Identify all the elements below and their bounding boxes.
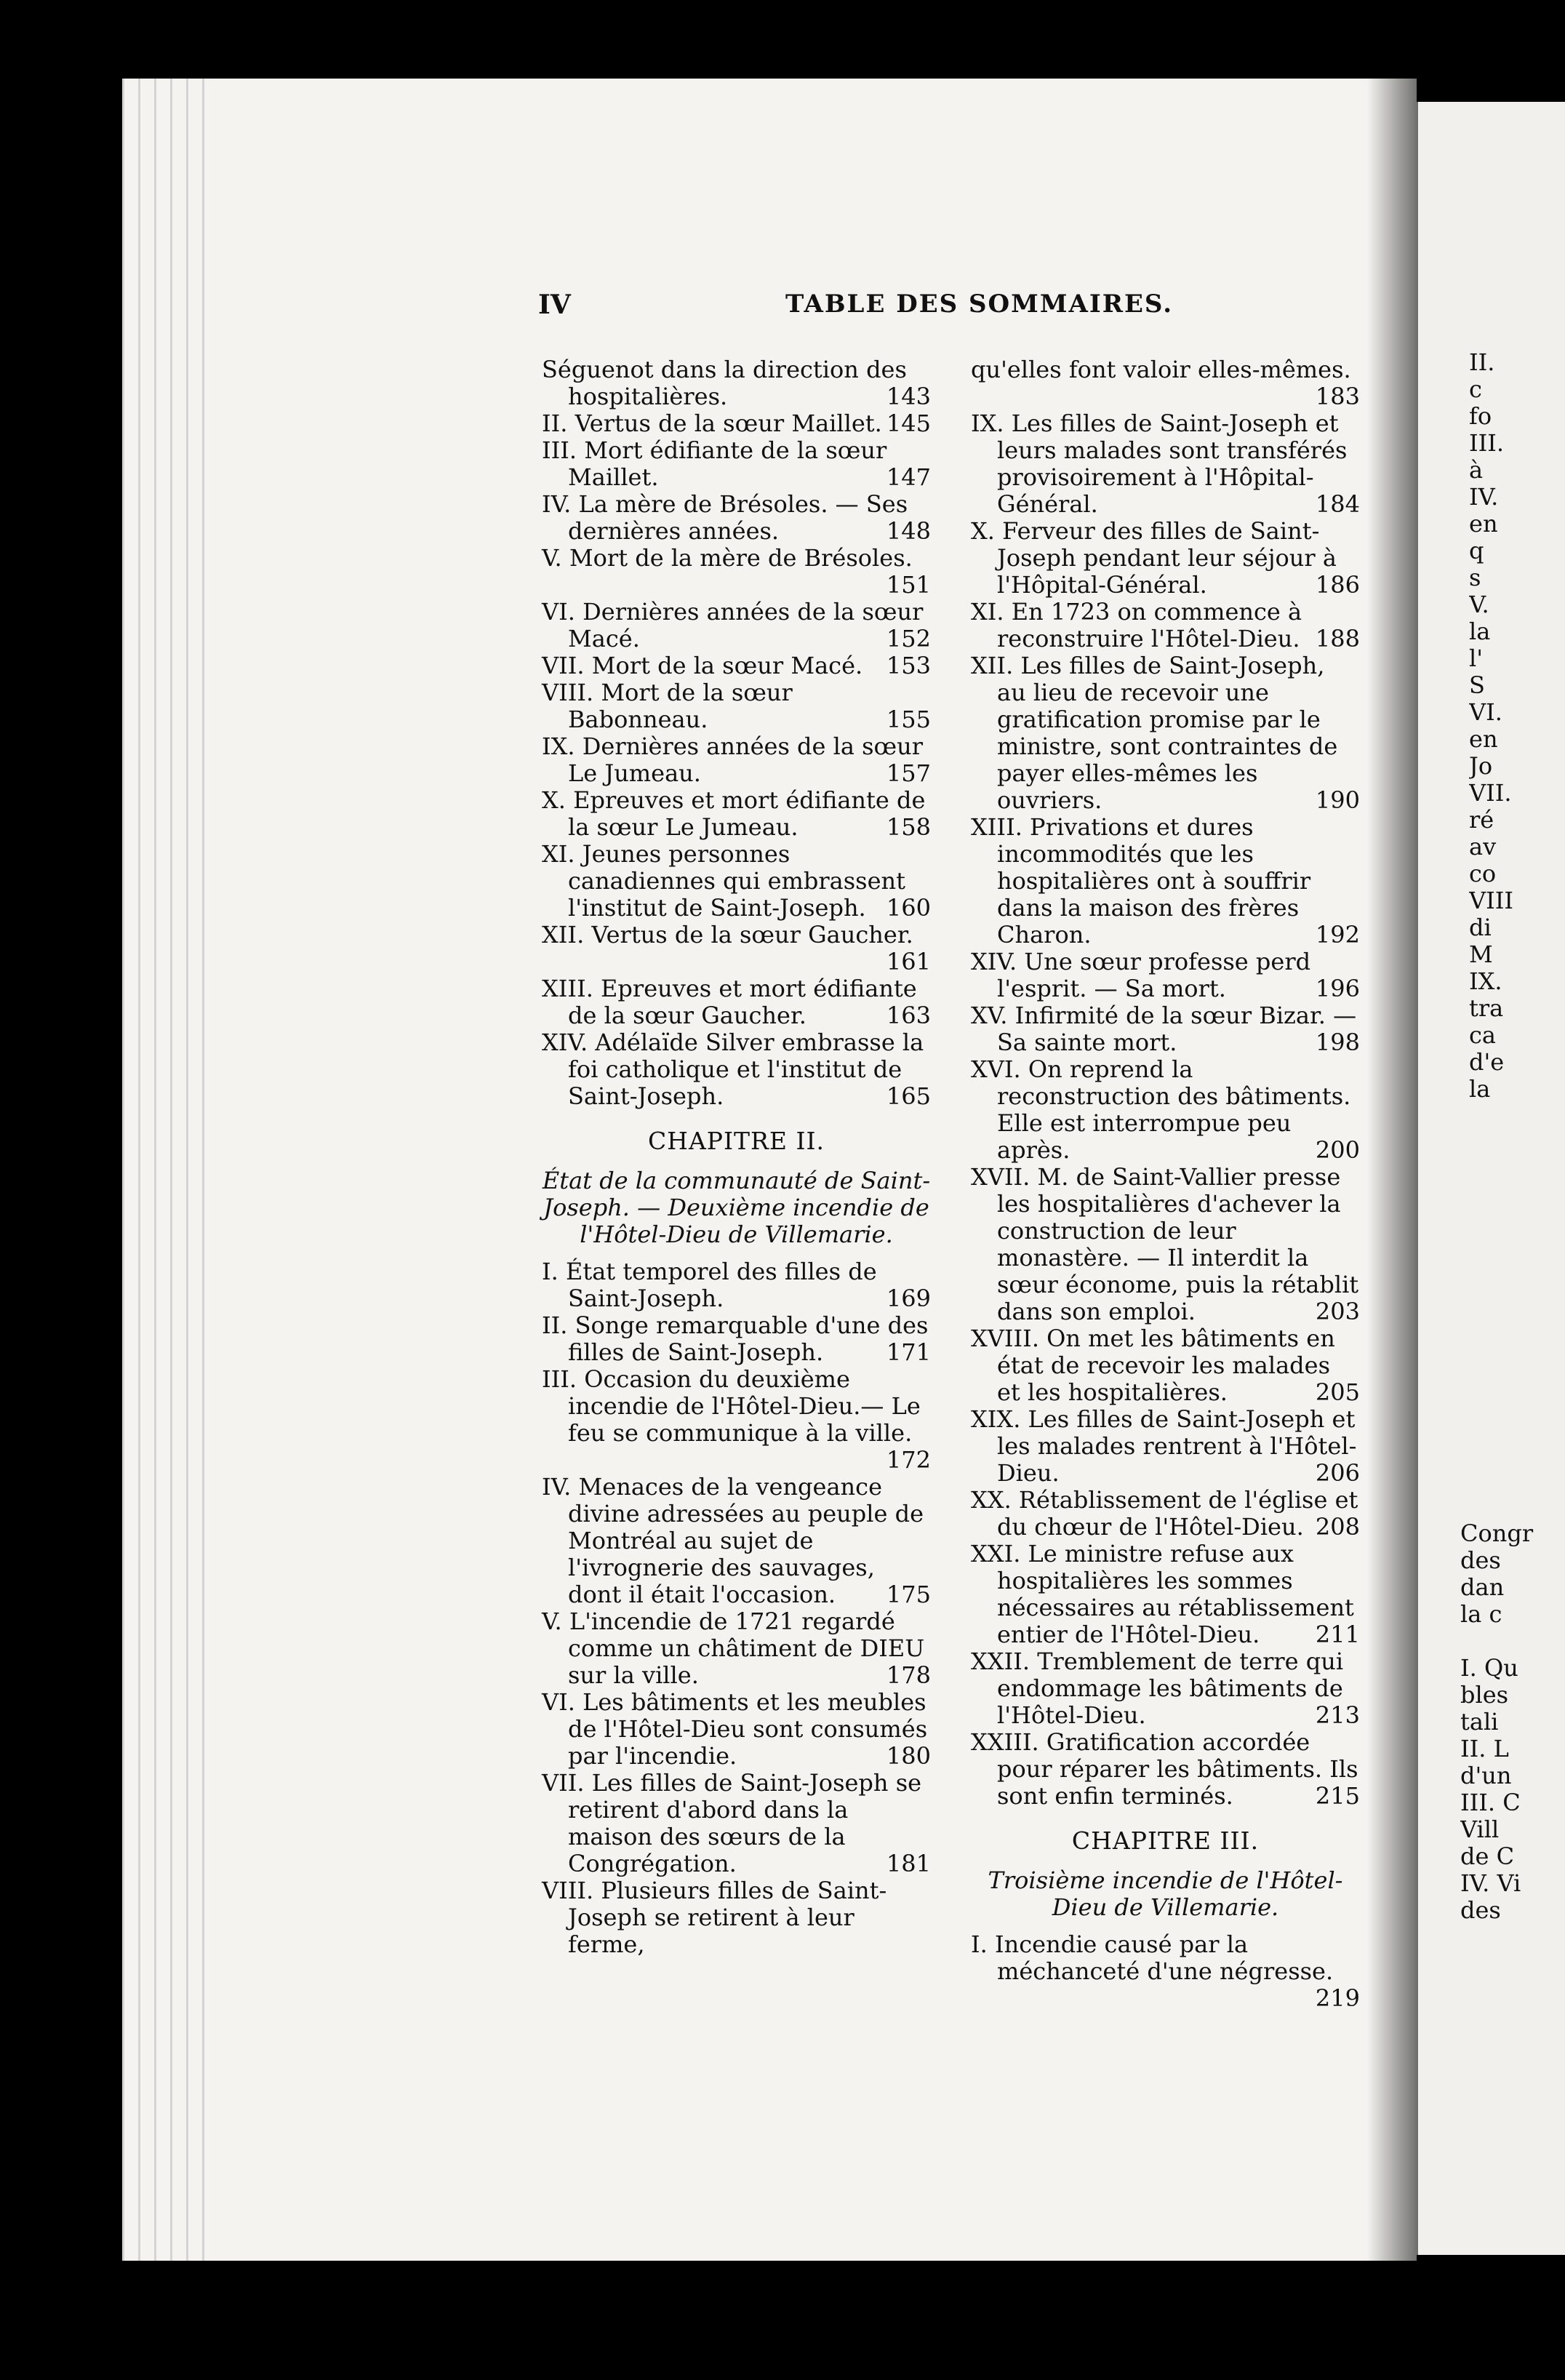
entry-text: VIII. Plusieurs filles de Saint-Joseph se retirent à leur ferme, <box>542 1877 887 1958</box>
fragment-line: III. C <box>1460 1789 1521 1816</box>
page-number: 188 <box>1315 625 1360 652</box>
toc-entry <box>971 1931 1360 2012</box>
page-number: 158 <box>886 813 931 841</box>
fragment-line: fo <box>1469 402 1492 430</box>
page-number: 143 <box>886 383 931 410</box>
fragment-line: l' <box>1469 644 1484 672</box>
page-number: 203 <box>1315 1298 1360 1325</box>
entry-text: VIII. Mort de la sœur Babonneau. <box>542 679 793 733</box>
toc-entry <box>542 1877 931 1958</box>
entry-text: IV. Menaces de la vengeance divine adressées au peuple de Montréal au sujet de l'ivrognerie des sauvages, dont il était l'occasion. <box>542 1473 924 1608</box>
toc-entry <box>542 652 931 679</box>
toc-entry <box>542 1608 931 1689</box>
fragment-line: la <box>1469 1075 1491 1103</box>
toc-entry <box>971 949 1360 1002</box>
fragment-line: d'un <box>1460 1762 1512 1789</box>
entry-text: XXIII. Gratification accordée pour réparer les bâtiments. Ils sont enfin terminés. <box>971 1728 1358 1810</box>
entry-text: XV. Infirmité de la sœur Bizar. — Sa sainte mort. <box>971 1002 1357 1056</box>
column-right <box>971 356 1360 2012</box>
page-number: 184 <box>1315 490 1360 518</box>
entry-text: XIII. Epreuves et mort édifiante de la sœur Gaucher. <box>542 975 917 1029</box>
toc-entry <box>971 652 1360 814</box>
page-number: 147 <box>886 463 931 491</box>
fragment-line: Jo <box>1469 752 1493 780</box>
chapter-heading: CHAPITRE III. <box>1071 1826 1260 1855</box>
toc-entry <box>542 1366 931 1474</box>
fragment-line: à <box>1469 456 1484 484</box>
entry-text: Séguenot dans la direction des hospitalières. <box>542 356 907 410</box>
fragment-line: s <box>1469 564 1481 591</box>
page-number: 206 <box>1315 1459 1360 1487</box>
page-number: 153 <box>886 652 931 679</box>
fragment-line: I. Qu <box>1460 1654 1518 1682</box>
chapter-summary: Troisième incendie de l'Hôtel-Dieu de Villemarie. <box>988 1866 1343 1921</box>
fragment-line: VI. <box>1469 698 1502 726</box>
entry-text: I. État temporel des filles de Saint-Joseph. <box>542 1258 877 1312</box>
page-number: 180 <box>886 1742 931 1770</box>
toc-entry <box>542 733 931 787</box>
entry-text: V. Mort de la mère de Brésoles. <box>542 544 913 572</box>
fragment-line: c <box>1469 375 1482 403</box>
toc-entry <box>971 1056 1360 1164</box>
fragment-line: Congr <box>1460 1520 1534 1547</box>
entry-text: VII. Mort de la sœur Macé. <box>542 652 863 679</box>
entry-text: XII. Vertus de la sœur Gaucher. <box>542 921 913 949</box>
entry-text: VI. Dernières années de la sœur Macé. <box>542 598 924 652</box>
toc-entry <box>971 410 1360 518</box>
page-number: 211 <box>1315 1621 1360 1648</box>
toc-entry <box>971 1729 1360 1810</box>
entry-text: IX. Les filles de Saint-Joseph et leurs malades sont transférés provisoirement à l'Hôpital-Général. <box>971 410 1348 518</box>
toc-entry <box>542 1689 931 1770</box>
toc-entry <box>542 1770 931 1877</box>
page-number: 148 <box>886 517 931 545</box>
entry-text: XXI. Le ministre refuse aux hospitalières les sommes nécessaires au rétablissement entier de l'Hôtel-Dieu. <box>971 1540 1354 1648</box>
entry-text: XII. Les filles de Saint-Joseph, au lieu de recevoir une gratification promise par le ministre, sont contraintes de payer elles-mêmes les ouvriers. <box>971 652 1338 814</box>
toc-entry <box>971 1541 1360 1648</box>
entry-text: III. Mort édifiante de la sœur Maillet. <box>542 436 887 491</box>
toc-entry <box>542 1258 931 1312</box>
toc-entry <box>542 437 931 491</box>
fragment-line: bles <box>1460 1681 1509 1709</box>
entry-text: X. Ferveur des filles de Saint-Joseph pendant leur séjour à l'Hôpital-Général. <box>971 517 1337 599</box>
page-number: 160 <box>886 894 931 922</box>
fragment-line: la <box>1469 618 1491 645</box>
fragment-line <box>1460 1628 1565 1655</box>
fragment-line: Vill <box>1460 1816 1500 1843</box>
entry-text: XXII. Tremblement de terre qui endommage les bâtiments de l'Hôtel-Dieu. <box>971 1648 1344 1729</box>
page-number: 208 <box>1315 1513 1360 1541</box>
toc-entry <box>971 814 1360 949</box>
chapter-heading: CHAPITRE II. <box>647 1127 825 1155</box>
fragment-line: des <box>1460 1896 1501 1924</box>
entry-text: I. Incendie causé par la méchanceté d'une négresse. <box>971 1930 1334 1985</box>
entry-list <box>971 1931 1360 2012</box>
fragment-line: IX. <box>1469 967 1502 995</box>
page-number: 155 <box>886 706 931 733</box>
chapter-summary: État de la communauté de Saint-Joseph. — Deuxième incendie de l'Hôtel-Dieu de Villemarie. <box>542 1167 931 1248</box>
toc-entry <box>971 1002 1360 1056</box>
entry-text: XVI. On reprend la reconstruction des bâtiments. Elle est interrompue peu après. <box>971 1055 1351 1164</box>
entry-text: VI. Les bâtiments et les meubles de l'Hôtel-Dieu sont consumés par l'incendie. <box>542 1688 928 1770</box>
fragment-line: M <box>1469 941 1493 968</box>
toc-entry <box>542 975 931 1029</box>
toc-entry <box>542 410 931 437</box>
entry-text: XIX. Les filles de Saint-Joseph et les malades rentrent à l'Hôtel-Dieu. <box>971 1405 1357 1487</box>
page-number: 165 <box>886 1082 931 1110</box>
toc-entry <box>542 545 931 599</box>
toc-entry <box>542 922 931 975</box>
fragment-line: di <box>1469 914 1492 941</box>
page-number: 192 <box>1315 921 1360 949</box>
fragment-line: III. <box>1469 429 1505 457</box>
page-number: 213 <box>1315 1701 1360 1729</box>
next-page-fragment <box>1460 1520 1565 1924</box>
running-head: TABLE DES SOMMAIRES. <box>785 289 1174 319</box>
page-number: 200 <box>1315 1136 1360 1164</box>
folio-number: IV <box>538 289 571 320</box>
entry-text: V. L'incendie de 1721 regardé comme un châtiment de DIEU sur la ville. <box>542 1608 925 1689</box>
fragment-line: ré <box>1469 806 1494 834</box>
fragment-line: VII. <box>1469 779 1512 807</box>
page-number: 145 <box>886 410 931 437</box>
page-number: 215 <box>1315 1782 1360 1810</box>
page-number: 171 <box>886 1338 931 1366</box>
entry-list <box>542 1258 931 1958</box>
toc-entry <box>971 1325 1360 1406</box>
page-number: 175 <box>886 1581 931 1608</box>
next-page-fragment <box>1469 349 1565 1103</box>
page-number: 205 <box>1315 1378 1360 1406</box>
toc-entry <box>542 491 931 545</box>
fragment-line: ca <box>1469 1021 1496 1049</box>
page-number: 151 <box>886 571 931 599</box>
fragment-line: IV. Vi <box>1460 1869 1521 1897</box>
fragment-line: S <box>1469 671 1485 699</box>
toc-entry <box>542 1474 931 1608</box>
entry-list <box>542 356 931 1110</box>
toc-entry <box>971 356 1360 410</box>
toc-entry <box>542 1312 931 1366</box>
fragment-line: IV. <box>1469 483 1499 511</box>
fragment-line: II. <box>1469 349 1495 376</box>
fragment-line: V. <box>1469 591 1489 618</box>
toc-entry <box>971 1406 1360 1487</box>
toc-entry <box>971 1487 1360 1541</box>
page-number: 178 <box>886 1661 931 1689</box>
column-left <box>542 356 931 1958</box>
fragment-line: dan <box>1460 1573 1505 1601</box>
fragment-line: la c <box>1460 1600 1502 1628</box>
toc-entry <box>542 1029 931 1110</box>
toc-entry <box>542 599 931 652</box>
page-edge-stack <box>122 79 209 2261</box>
entry-text: XIV. Une sœur professe perd l'esprit. — Sa mort. <box>971 948 1311 1002</box>
entry-text: XIV. Adélaïde Silver embrasse la foi catholique et l'institut de Saint-Joseph. <box>542 1029 924 1110</box>
fragment-line: q <box>1469 537 1484 564</box>
fragment-line: VIII <box>1469 887 1514 914</box>
fragment-line: av <box>1469 833 1497 860</box>
fragment-line: de C <box>1460 1842 1515 1870</box>
entry-text: XVIII. On met les bâtiments en état de recevoir les malades et les hospitalières. <box>971 1325 1335 1406</box>
page-number: 163 <box>886 1002 931 1029</box>
page-number: 152 <box>886 625 931 652</box>
fragment-line: en <box>1469 510 1498 538</box>
toc-entry <box>971 599 1360 652</box>
toc-entry <box>971 1648 1360 1729</box>
fragment-line: II. L <box>1460 1735 1509 1762</box>
entry-text: II. Songe remarquable d'une des filles de Saint-Joseph. <box>542 1311 929 1366</box>
page-number: 157 <box>886 759 931 787</box>
entry-text: XVII. M. de Saint-Vallier presse les hospitalières d'achever la construction de leur monastère. — Il interdit la sœur économe, puis la rétablit dans son emploi. <box>971 1163 1359 1325</box>
fragment-line: tali <box>1460 1708 1499 1736</box>
page-number: 161 <box>886 948 931 975</box>
entry-text: XX. Rétablissement de l'église et du chœur de l'Hôtel-Dieu. <box>971 1486 1358 1541</box>
toc-entry <box>542 841 931 922</box>
toc-entry <box>542 787 931 841</box>
page-number: 190 <box>1315 786 1360 814</box>
fragment-line: d'e <box>1469 1048 1505 1076</box>
page-number: 169 <box>886 1285 931 1312</box>
toc-entry <box>542 679 931 733</box>
fragment-line: en <box>1469 725 1498 753</box>
fragment-line: des <box>1460 1546 1501 1574</box>
page-number: 186 <box>1315 571 1360 599</box>
entry-text: II. Vertus de la sœur Maillet. <box>542 410 882 437</box>
toc-entry <box>971 518 1360 599</box>
fragment-line: tra <box>1469 994 1504 1022</box>
gutter-shadow <box>1367 79 1418 2261</box>
page-number: 219 <box>1315 1984 1360 2012</box>
page-number: 198 <box>1315 1029 1360 1056</box>
entry-list <box>971 356 1360 1810</box>
page-number: 181 <box>886 1850 931 1877</box>
entry-text: IV. La mère de Brésoles. — Ses dernières années. <box>542 490 908 545</box>
fragment-line: co <box>1469 860 1497 887</box>
entry-text: XI. Jeunes personnes canadiennes qui embrassent l'institut de Saint-Joseph. <box>542 840 905 922</box>
entry-text: XI. En 1723 on commence à reconstruire l'Hôtel-Dieu. <box>971 598 1302 652</box>
entry-text: IX. Dernières années de la sœur Le Jumeau. <box>542 732 924 787</box>
entry-text: qu'elles font valoir elles-mêmes. <box>971 356 1351 383</box>
page-header <box>538 289 1331 333</box>
entry-text: X. Epreuves et mort édifiante de la sœur Le Jumeau. <box>542 786 926 841</box>
page-number: 172 <box>886 1446 931 1474</box>
toc-entry <box>542 356 931 410</box>
entry-text: VII. Les filles de Saint-Joseph se retirent d'abord dans la maison des sœurs de la Congrégation. <box>542 1769 922 1877</box>
toc-entry <box>971 1164 1360 1325</box>
page-number: 196 <box>1315 975 1360 1002</box>
page-number: 183 <box>1315 383 1360 410</box>
entry-text: III. Occasion du deuxième incendie de l'Hôtel-Dieu.— Le feu se communique à la ville. <box>542 1365 921 1447</box>
entry-text: XIII. Privations et dures incommodités que les hospitalières ont à souffrir dans la maison des frères Charon. <box>971 813 1311 949</box>
